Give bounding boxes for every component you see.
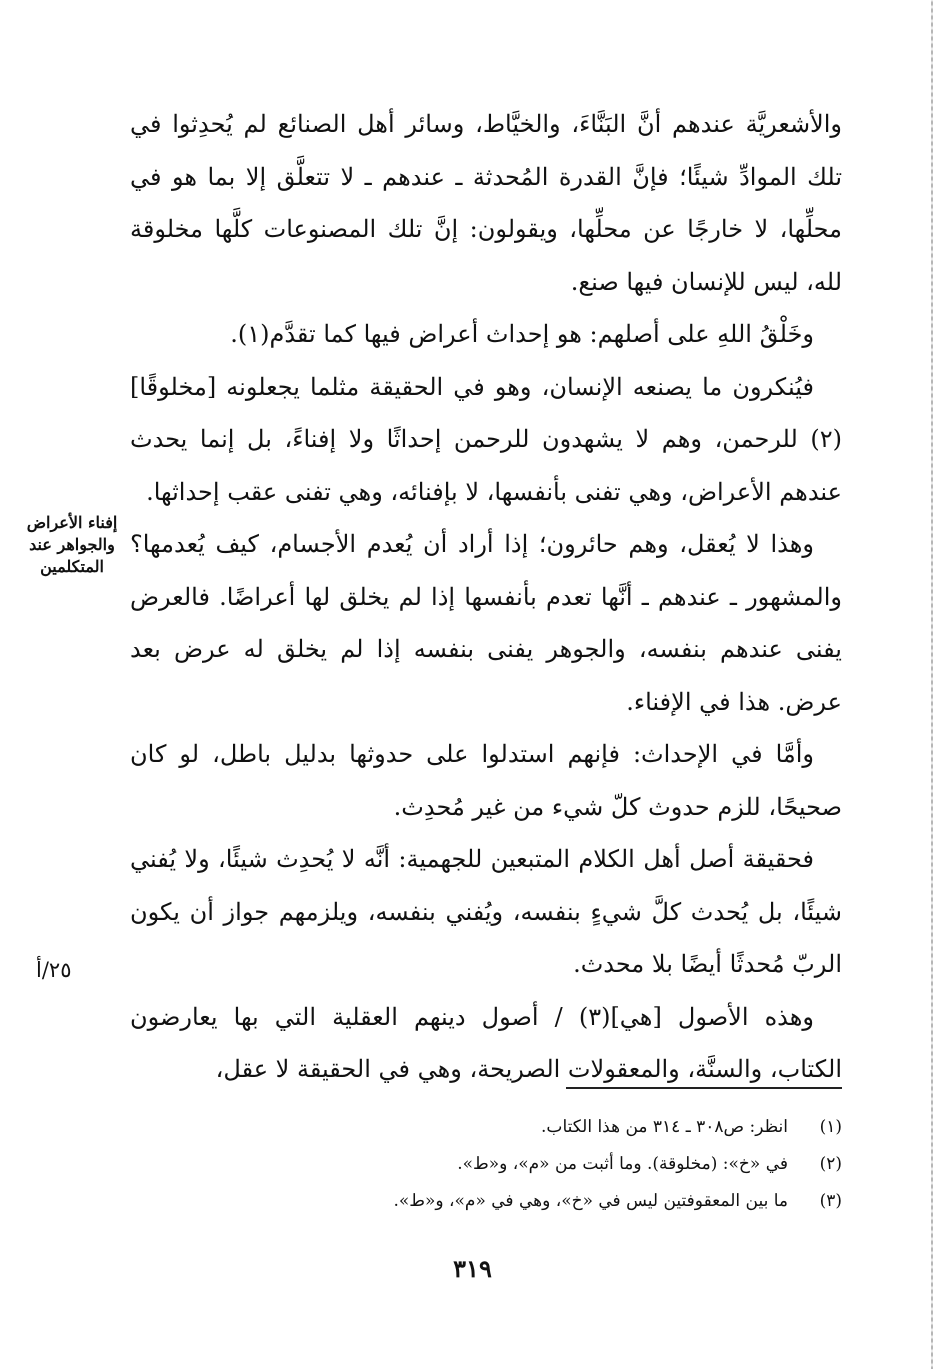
footnote-number: (٢) xyxy=(819,1154,842,1174)
paragraph-1: والأشعريَّة عندهم أنَّ البَنَّاءَ، والخيَّاط، وسائر أهل الصنائع لم يُحدِثوا في تلك الموادِّ شيئًا؛ فإنَّ القدرة المُحدثة ـ عندهم ـ لا تتعلَّق إلا بما هو في محلِّها، لا خارجًا عن محلِّها، ويقولون: إنَّ تلك المصنوعات كلَّها مخلوقة لله، ليس للإنسان فيها صنع. xyxy=(130,110,842,296)
footnote-number: (١) xyxy=(819,1117,842,1137)
footnote-divider xyxy=(566,1087,842,1089)
footnote-text: في «خ»: (مخلوقة). وما أثبت من «م»، و«ط». xyxy=(457,1154,788,1174)
paragraph-3: فيُنكرون ما يصنعه الإنسان، وهو في الحقيقة مثلما يجعلونه [مخلوقًا](٢) للرحمن، وهم لا يشهدون للرحمن إحداثًا ولا إفناءً، بل إنما يحدث عندهم الأعراض، وهي تفنى بأنفسها، لا بإفنائه، وهي تفنى عقب إحداثها. xyxy=(130,372,842,506)
manuscript-folio-ref: ٢٥/أ xyxy=(36,958,72,982)
footnotes xyxy=(300,1109,842,1220)
main-text xyxy=(130,98,842,1096)
footnote-2 xyxy=(300,1146,842,1183)
page-number: ٣١٩ xyxy=(453,1254,492,1283)
paragraph-6: فحقيقة أصل أهل الكلام المتبعين للجهمية: أنَّه لا يُحدِث شيئًا، ولا يُفني شيئًا، بل يُحدث كلَّ شيءٍ بنفسه، ويُفني بنفسه، ويلزمهم جواز أن يكون الربّ مُحدثًا أيضًا بلا محدث. xyxy=(130,845,842,978)
footnote-number: (٣) xyxy=(819,1191,842,1211)
footnote-3 xyxy=(300,1183,842,1220)
footnote-text: انظر: ص٣٠٨ ـ ٣١٤ من هذا الكتاب. xyxy=(541,1117,788,1137)
paragraph-7: وهذه الأصول [هي](٣) / أصول دينهم العقلية التي بها يعارضون الكتاب، والسنَّة، والمعقولات الصريحة، وهي في الحقيقة لا عقل، xyxy=(130,1002,842,1083)
paragraph-4: وهذا لا يُعقل، وهم حائرون؛ إذا أراد أن يُعدم الأجسام، كيف يُعدمها؟ والمشهور ـ عندهم ـ أنَّها تعدم بأنفسها إذا لم يخلق لها أعراضًا. فالعرض يفنى عندهم بنفسه، والجوهر يفنى بنفسه إذا لم يخلق له عرض بعد عرض. هذا في الإفناء. xyxy=(130,530,842,716)
footnote-text: ما بين المعقوفتين ليس في «خ»، وهي في «م»، و«ط». xyxy=(393,1191,788,1211)
page-edge-dots xyxy=(931,0,933,1369)
paragraph-2: وخَلْقُ اللهِ على أصلهم: هو إحداث أعراض فيها كما تقدَّم(١). xyxy=(230,320,814,348)
margin-note: إفناء الأعراض والجواهر عند المتكلمين xyxy=(26,513,118,576)
paragraph-5: وأمَّا في الإحداث: فإنهم استدلوا على حدوثها بدليل باطل، لو كان صحيحًا، للزم حدوث كلّ شيء من غير مُحدِث. xyxy=(130,740,842,821)
footnote-1 xyxy=(300,1109,842,1146)
